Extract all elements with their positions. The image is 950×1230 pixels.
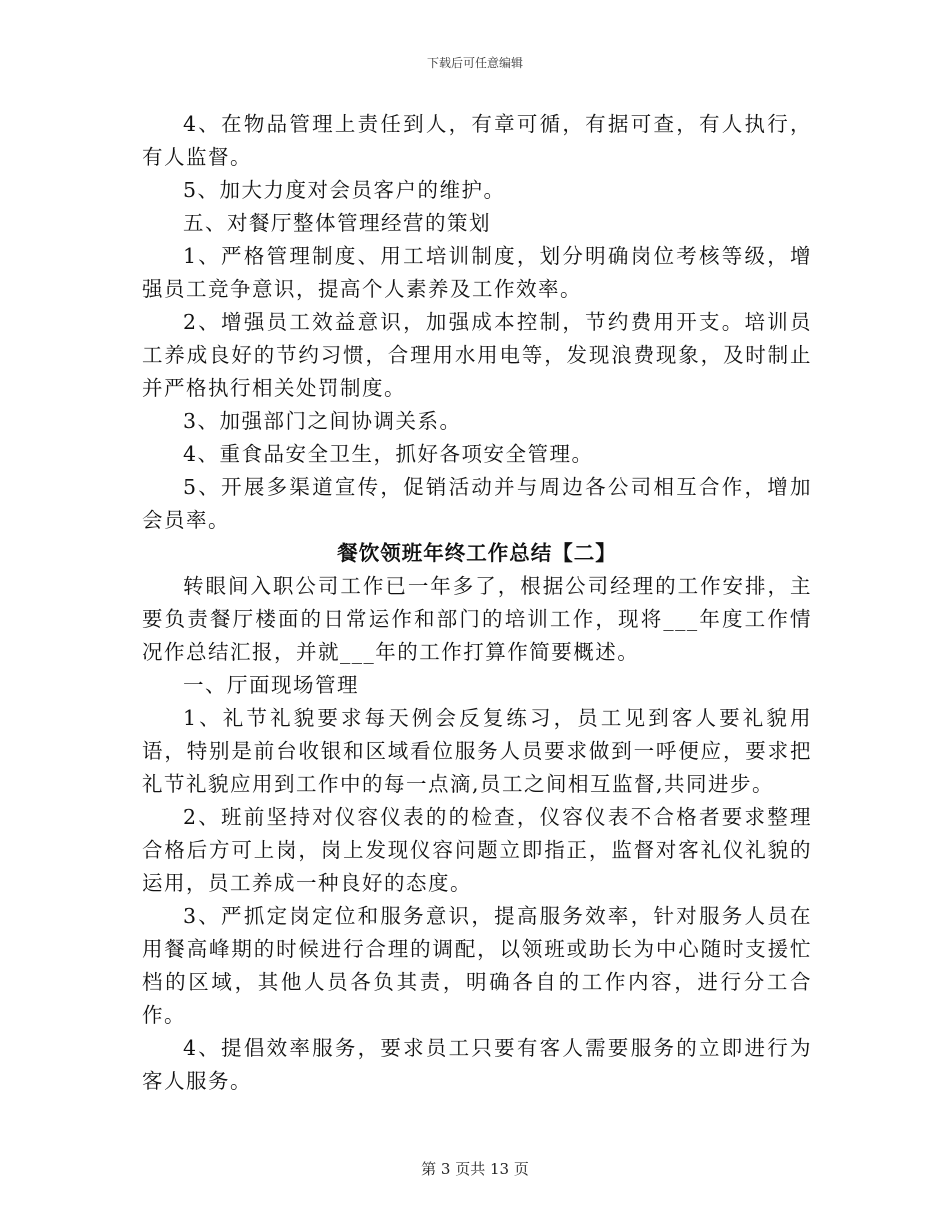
paragraph: 5、开展多渠道宣传，促销活动并与周边各公司相互合作，增加会员率。 (142, 475, 812, 532)
paragraph: 1、严格管理制度、用工培训制度，划分明确岗位考核等级，增强员工竞争意识，提高个人素养及工作效率。 (142, 244, 812, 301)
paragraph: 4、在物品管理上责任到人，有章可循，有据可查，有人执行，有人监督。 (142, 112, 812, 169)
paragraph: 3、加强部门之间协调关系。 (183, 409, 462, 433)
paragraph: 2、增强员工效益意识，加强成本控制，节约费用开支。培训员工养成良好的节约习惯，合理用水用电等，发现浪费现象，及时制止并严格执行相关处罚制度。 (142, 310, 812, 400)
paragraph: 5、加大力度对会员客户的维护。 (183, 178, 506, 202)
document-title: 餐饮领班年终工作总结【二】 (337, 541, 617, 565)
paragraph: 转眼间入职公司工作已一年多了，根据公司经理的工作安排，主要负责餐厅楼面的日常运作和部门的培训工作，现将___年度工作情况作总结汇报，并就___年的工作打算作简要概述。 (142, 574, 812, 664)
page-number: 第 3 页共 13 页 (421, 1160, 529, 1178)
paragraph: 2、班前坚持对仪容仪表的的检查，仪容仪表不合格者要求整理合格后方可上岗，岗上发现仪容问题立即指正，监督对客礼仪礼貌的运用，员工养成一种良好的态度。 (142, 805, 812, 895)
paragraph: 3、严抓定岗定位和服务意识，提高服务效率，针对服务人员在用餐高峰期的时候进行合理的调配，以领班或助长为中心随时支援忙档的区域，其他人员各负其责，明确各自的工作内容，进行分工合作。 (142, 904, 812, 1027)
document-body (142, 108, 812, 1098)
paragraph: 4、提倡效率服务，要求员工只要有客人需要服务的立即进行为客人服务。 (142, 1036, 812, 1093)
paragraph: 4、重食品安全卫生，抓好各项安全管理。 (183, 442, 594, 466)
section-heading: 五、对餐厅整体管理经营的策划 (183, 211, 491, 235)
section-heading: 一、厅面现场管理 (183, 673, 359, 697)
header-note: 下载后可任意编辑 (426, 56, 523, 70)
paragraph: 1、礼节礼貌要求每天例会反复练习，员工见到客人要礼貌用语，特别是前台收银和区域看位服务人员要求做到一呼便应，要求把礼节礼貌应用到工作中的每一点滴,员工之间相互监督,共同进步。 (142, 706, 812, 796)
